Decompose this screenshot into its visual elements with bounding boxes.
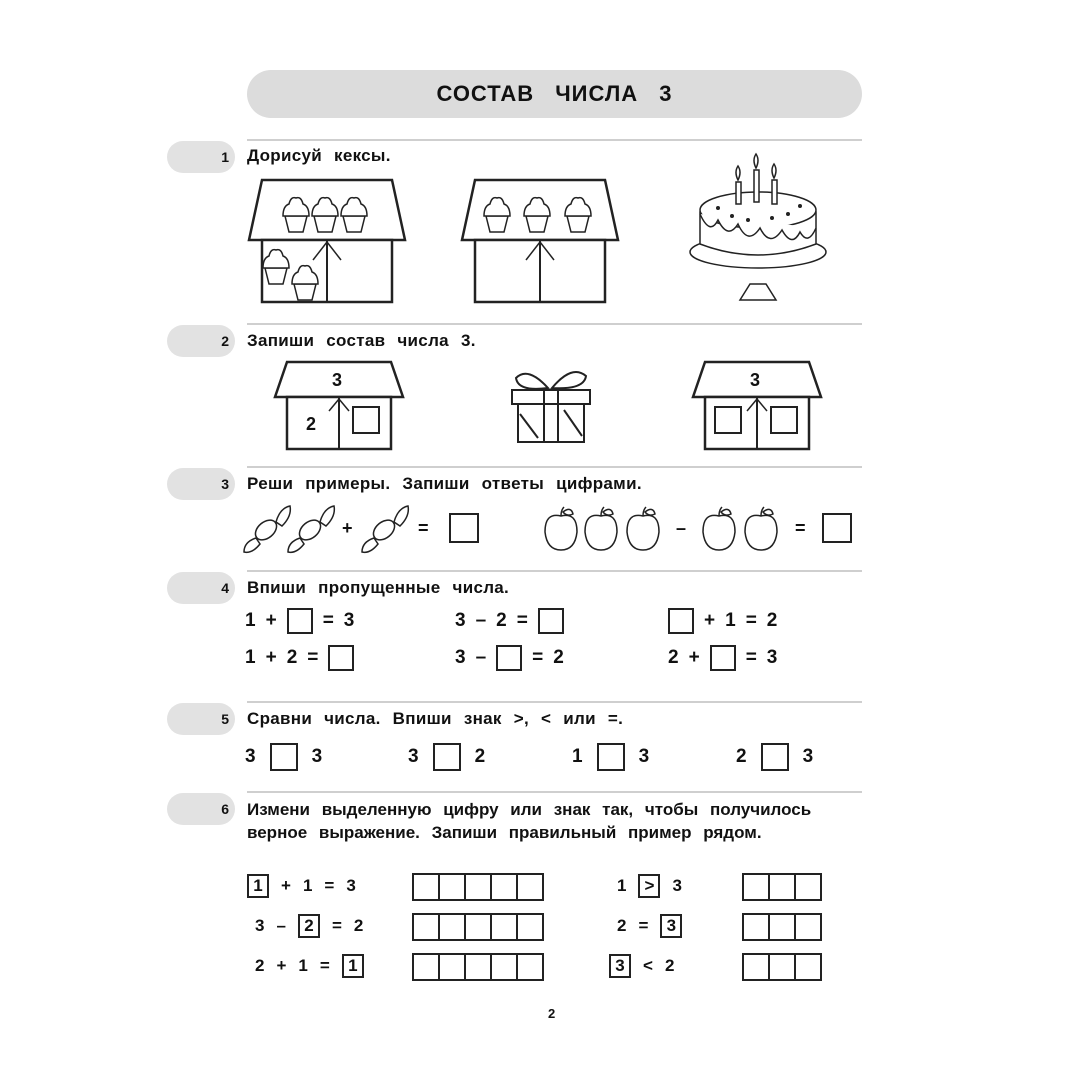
comparison <box>736 743 813 771</box>
token: + <box>281 876 291 895</box>
apples-icon <box>544 506 784 552</box>
grid-cell[interactable] <box>438 873 466 901</box>
page-number: 2 <box>548 1006 556 1021</box>
grid-cell[interactable] <box>464 913 492 941</box>
answer-box[interactable] <box>538 608 564 634</box>
token: < <box>643 956 653 975</box>
highlighted-token: 2 <box>298 914 320 938</box>
page-title-banner <box>247 70 862 118</box>
equation-token: 2 <box>496 610 507 631</box>
token: 2 <box>617 916 627 935</box>
token: 3 <box>672 876 682 895</box>
equation-token: 2 <box>766 610 778 631</box>
answer-box[interactable] <box>449 513 479 543</box>
token: + <box>276 956 287 975</box>
token: 2 <box>255 956 265 975</box>
grid-cell[interactable] <box>438 953 466 981</box>
grid-cell[interactable] <box>768 953 796 981</box>
token: = <box>324 876 335 895</box>
grid-cell[interactable] <box>464 873 492 901</box>
grid-cell[interactable] <box>464 953 492 981</box>
task-number-tab <box>167 141 235 173</box>
equals-sign: = <box>418 518 429 538</box>
answer-box[interactable] <box>328 645 354 671</box>
equation-token: = <box>532 647 544 668</box>
token: = <box>331 916 342 935</box>
equation-token: + <box>265 610 277 631</box>
right-expression <box>617 874 682 898</box>
task-number-tab <box>167 325 235 357</box>
left-expression <box>255 914 363 938</box>
grid-cell[interactable] <box>516 913 544 941</box>
right-expression <box>609 954 674 978</box>
task-number-tab <box>167 703 235 735</box>
equation-token: 1 <box>245 610 256 631</box>
answer-grid[interactable] <box>414 913 544 941</box>
grid-cell[interactable] <box>438 913 466 941</box>
task-1-text: Дорисуй кексы. <box>247 146 391 165</box>
task-2-text: Запиши состав числа 3. <box>247 331 476 350</box>
grid-cell[interactable] <box>490 913 518 941</box>
task-number-tab <box>167 793 235 825</box>
answer-box[interactable] <box>822 513 852 543</box>
highlighted-token: 1 <box>342 954 364 978</box>
token: 1 <box>302 876 313 895</box>
token: = <box>319 956 330 975</box>
token: = <box>638 916 649 935</box>
divider <box>247 323 862 325</box>
grid-cell[interactable] <box>794 873 822 901</box>
comparison <box>245 743 322 771</box>
task-3-text: Реши примеры. Запиши ответы цифрами. <box>247 474 642 493</box>
equation-token: 3 <box>343 610 355 631</box>
candies-icon <box>242 500 412 560</box>
equation-token: + <box>688 647 700 668</box>
token: 3 <box>346 876 356 895</box>
equation-token: + <box>704 610 716 631</box>
grid-cell[interactable] <box>768 913 796 941</box>
house-top-number: 3 <box>750 370 761 390</box>
task-number: 4 <box>221 580 229 596</box>
divider <box>247 791 862 793</box>
divider <box>247 701 862 703</box>
equation-token: 3 <box>766 647 778 668</box>
plus-sign: + <box>342 518 353 538</box>
highlighted-token: 1 <box>247 874 269 898</box>
sign-box[interactable] <box>761 743 789 771</box>
token: 2 <box>353 916 364 935</box>
answer-grid[interactable] <box>744 913 822 941</box>
answer-grid[interactable] <box>414 873 544 901</box>
left-expression <box>247 874 356 898</box>
answer-box[interactable] <box>287 608 313 634</box>
equation-token: 3 <box>455 610 466 631</box>
equation-token: + <box>265 647 277 668</box>
equation-token: = <box>307 647 319 668</box>
token: 1 <box>298 956 308 975</box>
right-expression <box>617 914 682 938</box>
answer-grid[interactable] <box>414 953 544 981</box>
sign-box[interactable] <box>433 743 461 771</box>
task-6-text: Измени выделенную цифру или знак так, чтобы получилось верное выражение. Запиши правильный пример рядом. <box>247 800 812 842</box>
answer-grid[interactable] <box>744 953 822 981</box>
token: 3 <box>255 916 265 935</box>
comparison-right-number: 3 <box>802 746 814 767</box>
equation-token: – <box>475 610 487 631</box>
equation-token: 3 <box>455 647 466 668</box>
answer-grid[interactable] <box>744 873 822 901</box>
task-number: 1 <box>221 149 229 165</box>
house-top-number: 3 <box>332 370 343 390</box>
left-expression <box>255 954 364 978</box>
answer-box[interactable] <box>496 645 522 671</box>
grid-cell[interactable] <box>742 913 770 941</box>
equation-token: = <box>745 647 757 668</box>
comparison <box>408 743 485 771</box>
divider <box>247 466 862 468</box>
equation <box>245 608 354 634</box>
comparison-left-number: 3 <box>408 746 419 767</box>
equation <box>455 608 564 634</box>
task-number: 3 <box>221 476 229 492</box>
grid-cell[interactable] <box>490 873 518 901</box>
comparison <box>572 743 649 771</box>
divider <box>247 139 862 141</box>
highlighted-token: 3 <box>660 914 682 938</box>
comparison-right-number: 3 <box>638 746 650 767</box>
grid-cell[interactable] <box>516 953 544 981</box>
token: – <box>276 916 286 935</box>
grid-cell[interactable] <box>768 873 796 901</box>
equation <box>455 645 564 671</box>
grid-cell[interactable] <box>412 913 440 941</box>
grid-cell[interactable] <box>794 953 822 981</box>
equals-sign: = <box>795 518 806 538</box>
house-empty-cupcakes <box>460 178 620 304</box>
gift-box-icon <box>508 368 594 444</box>
equation-token: 1 <box>245 647 256 668</box>
comparison-left-number: 1 <box>572 746 583 767</box>
answer-box[interactable] <box>710 645 736 671</box>
task-number-tab <box>167 572 235 604</box>
house-part-number: 2 <box>306 414 317 434</box>
comparison-right-number: 3 <box>311 746 323 767</box>
equation-token: 2 <box>668 647 679 668</box>
page-title: СОСТАВ ЧИСЛА 3 <box>436 81 673 106</box>
equation-token: = <box>322 610 334 631</box>
token: 1 <box>617 876 627 895</box>
highlighted-token: > <box>638 874 660 898</box>
equation-token: = <box>745 610 757 631</box>
grid-cell[interactable] <box>412 873 440 901</box>
token: 2 <box>664 956 675 975</box>
equation-token: = <box>516 610 528 631</box>
equation <box>668 608 777 634</box>
divider <box>247 570 862 572</box>
task-number: 6 <box>221 801 229 817</box>
comparison-right-number: 2 <box>474 746 486 767</box>
highlighted-token: 3 <box>609 954 631 978</box>
house-with-cupcakes <box>247 178 407 304</box>
task-number: 2 <box>221 333 229 349</box>
comparison-left-number: 2 <box>736 746 747 767</box>
equation-token: 2 <box>553 647 564 668</box>
equation-token: 1 <box>725 610 736 631</box>
sign-box[interactable] <box>270 743 298 771</box>
minus-sign: – <box>676 518 687 538</box>
task-number: 5 <box>221 711 229 727</box>
grid-cell[interactable] <box>516 873 544 901</box>
grid-cell[interactable] <box>742 953 770 981</box>
equation-token: – <box>475 647 487 668</box>
comparison-left-number: 3 <box>245 746 256 767</box>
sign-box[interactable] <box>597 743 625 771</box>
grid-cell[interactable] <box>794 913 822 941</box>
equation <box>668 645 777 671</box>
birthday-cake-icon <box>688 152 828 302</box>
equation <box>245 645 354 671</box>
grid-cell[interactable] <box>412 953 440 981</box>
answer-box[interactable] <box>668 608 694 634</box>
equation-token: 2 <box>286 647 298 668</box>
task-4-text: Впиши пропущенные числа. <box>247 578 510 597</box>
task-5-text: Сравни числа. Впиши знак >, < или =. <box>247 709 624 728</box>
task-number-tab <box>167 468 235 500</box>
grid-cell[interactable] <box>490 953 518 981</box>
grid-cell[interactable] <box>742 873 770 901</box>
